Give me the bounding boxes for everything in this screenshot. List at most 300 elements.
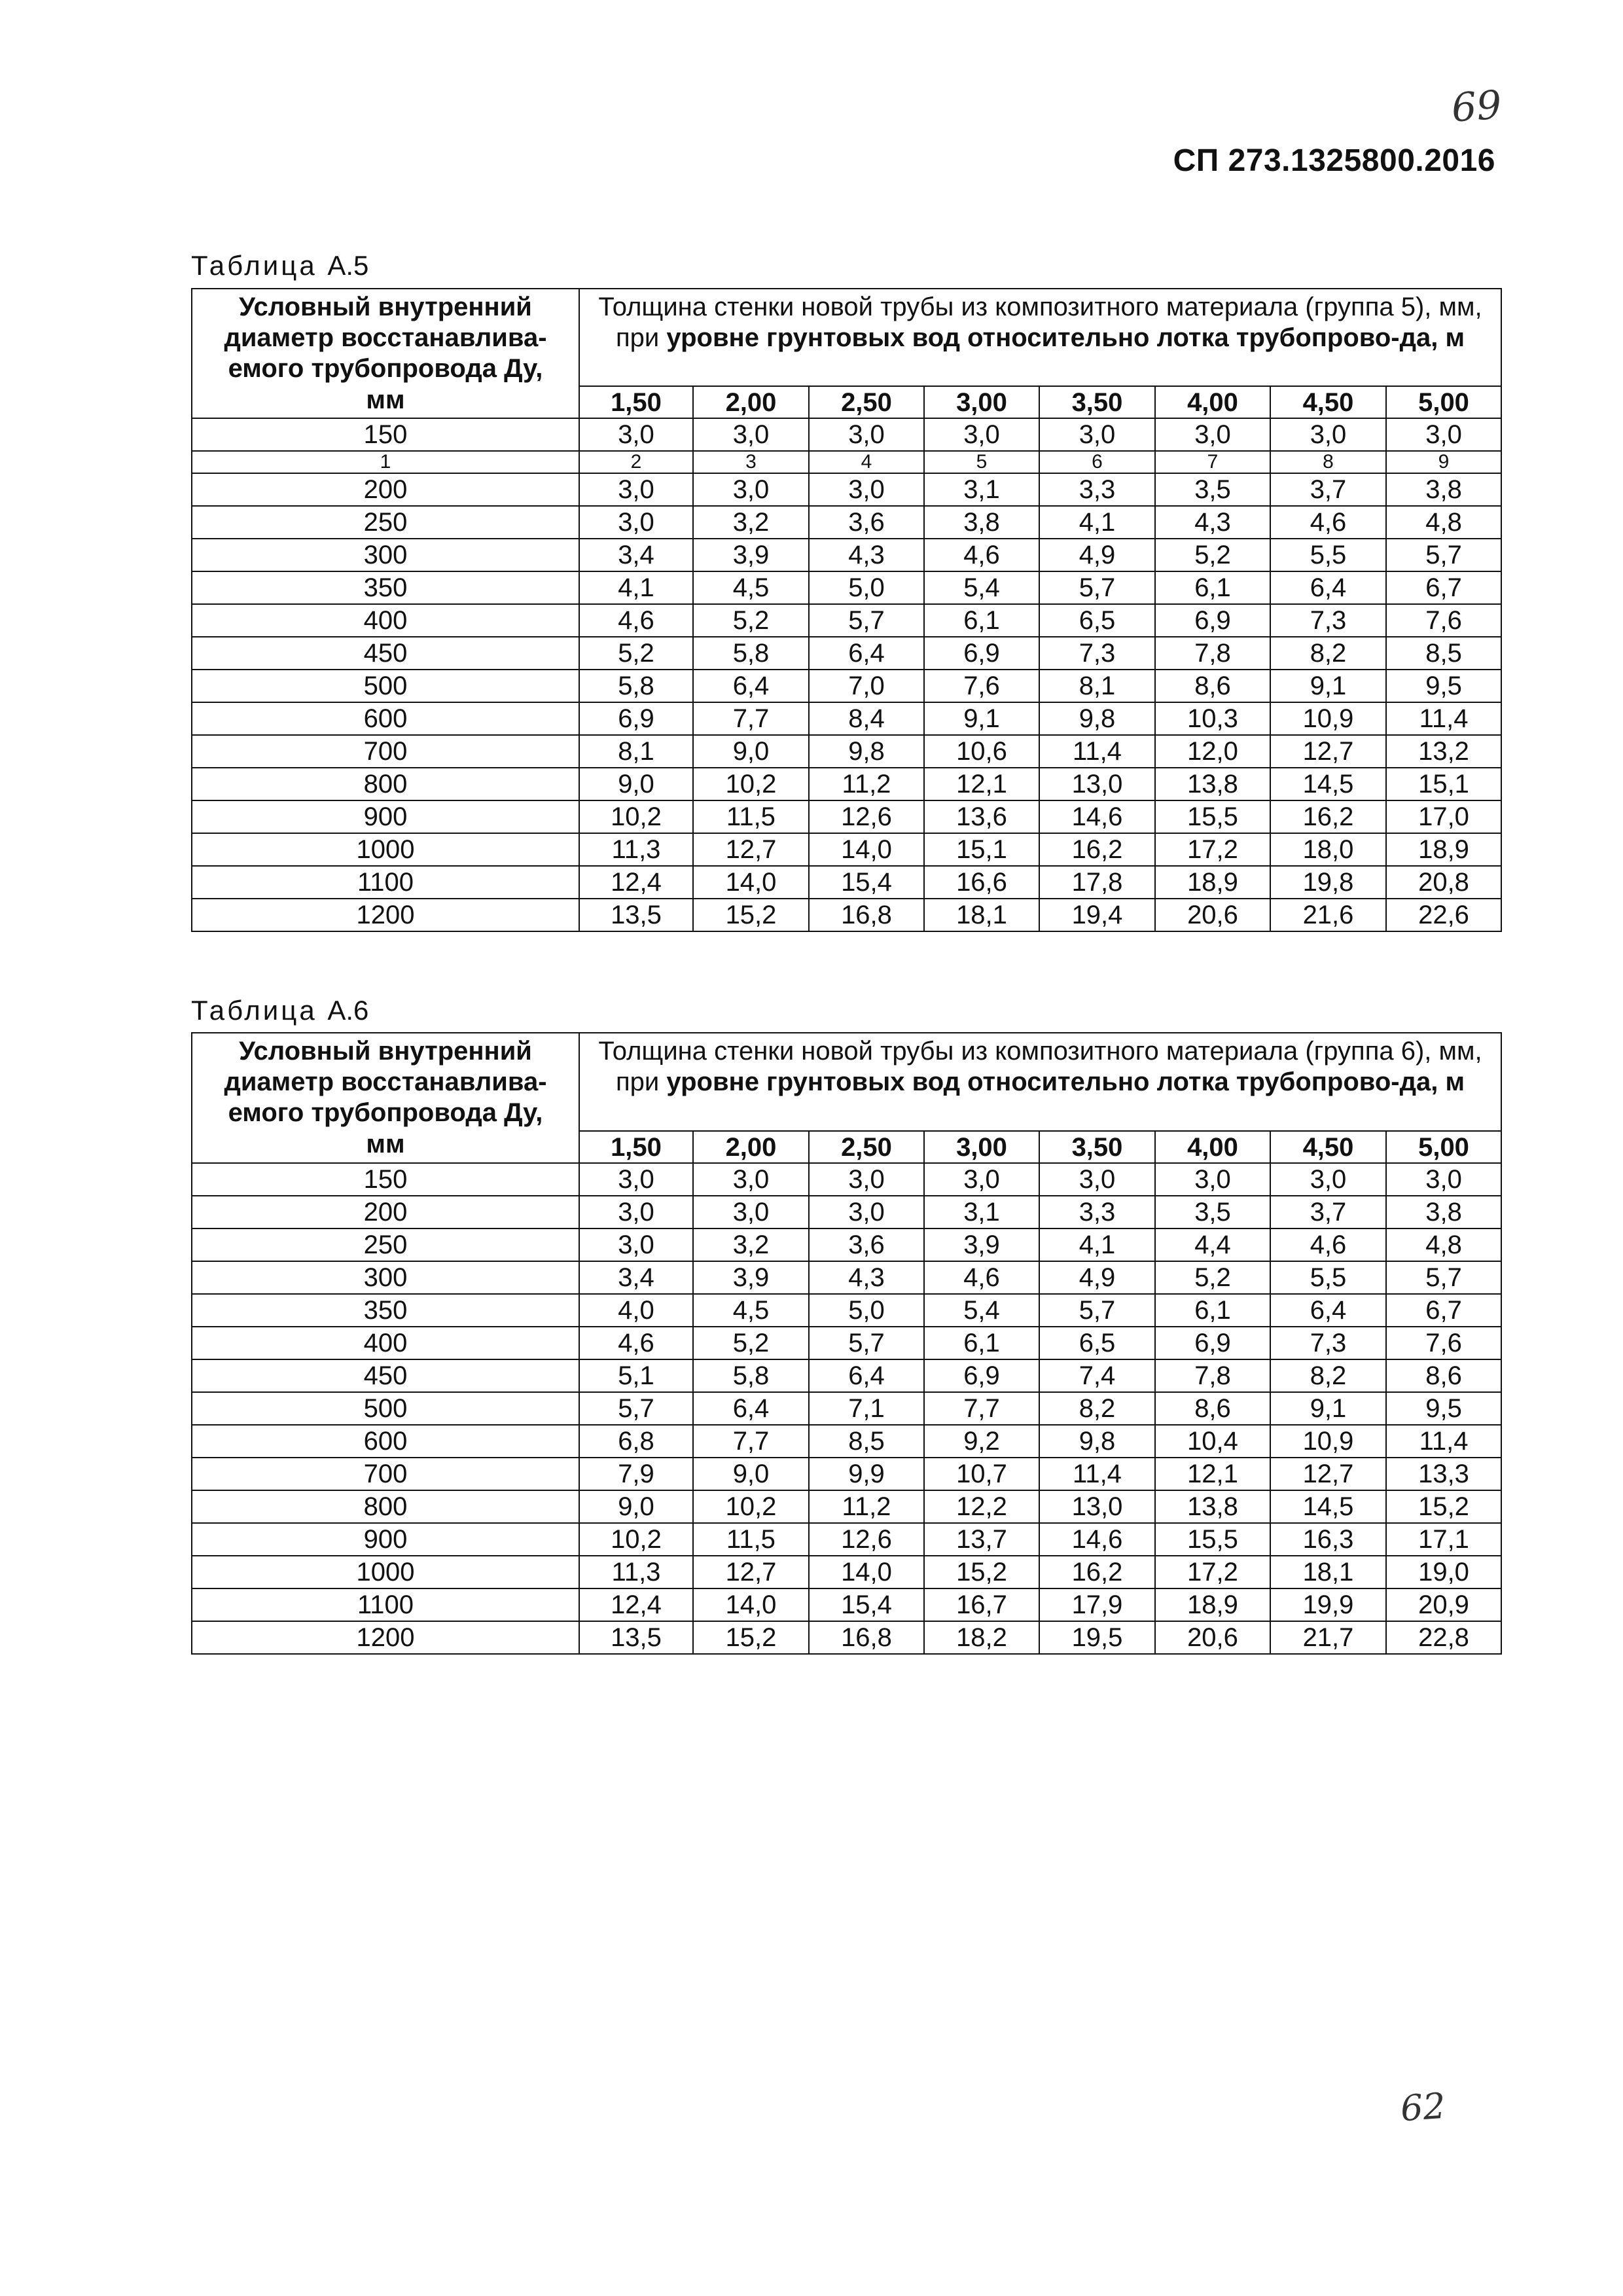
thickness-cell: 9,0 [693,1458,809,1490]
thickness-cell: 10,3 [1155,702,1270,735]
thickness-cell: 3,0 [579,1196,693,1229]
caption-number: А.6 [327,995,369,1026]
thickness-cell: 17,2 [1155,1556,1270,1588]
table-row [192,866,1501,899]
thickness-cell: 5,5 [1270,1261,1386,1294]
thickness-cell: 17,2 [1155,833,1270,866]
table-row [192,1523,1501,1556]
thickness-cell: 3,6 [809,506,924,539]
table-row [192,637,1501,670]
thickness-cell: 3,0 [693,473,809,506]
thickness-cell: 5,7 [809,1327,924,1359]
table-row [192,800,1501,833]
thickness-cell: 4,6 [1270,506,1386,539]
groundwater-level-header: 4,00 [1155,386,1270,418]
thickness-cell: 5,4 [924,1294,1039,1327]
document-code: СП 273.1325800.2016 [1173,143,1495,178]
groundwater-level-header: 3,00 [924,1131,1039,1163]
thickness-cell: 12,4 [579,1588,693,1621]
thickness-cell: 3,2 [693,506,809,539]
thickness-cell: 10,9 [1270,702,1386,735]
thickness-cell: 15,2 [693,899,809,931]
thickness-cell: 6,7 [1386,571,1501,604]
thickness-cell: 14,0 [809,833,924,866]
diameter-cell: 600 [192,702,579,735]
thickness-cell: 13,8 [1155,768,1270,800]
thickness-cell: 5,7 [1039,1294,1155,1327]
thickness-cell: 16,6 [924,866,1039,899]
thickness-cell: 3,5 [1155,1196,1270,1229]
thickness-cell: 6,5 [1039,604,1155,637]
thickness-cell: 7,7 [693,702,809,735]
diameter-cell: 800 [192,1490,579,1523]
thickness-cell: 4,5 [693,1294,809,1327]
thickness-cell: 15,1 [1386,768,1501,800]
thickness-cell: 10,2 [693,1490,809,1523]
thickness-cell: 5,8 [693,637,809,670]
thickness-cell: 19,8 [1270,866,1386,899]
groundwater-level-header: 3,00 [924,386,1039,418]
diameter-cell: 1 [192,451,579,473]
thickness-cell: 5,2 [693,604,809,637]
thickness-cell: 7,1 [809,1392,924,1425]
thickness-cell: 14,5 [1270,768,1386,800]
table-row [192,1490,1501,1523]
table-row [192,1425,1501,1458]
thickness-cell: 9,0 [693,735,809,768]
thickness-cell: 6,9 [1155,604,1270,637]
thickness-cell: 5,2 [1155,539,1270,571]
thickness-cell: 3,0 [693,418,809,451]
thickness-cell: 4,0 [579,1294,693,1327]
table-row [192,1229,1501,1261]
thickness-cell: 11,4 [1039,735,1155,768]
thickness-cell: 14,0 [693,1588,809,1621]
thickness-cell: 22,6 [1386,899,1501,931]
thickness-cell: 7,6 [1386,604,1501,637]
row-header-diameter [192,289,579,418]
thickness-cell: 5,7 [1386,1261,1501,1294]
thickness-cell: 13,3 [1386,1458,1501,1490]
thickness-cell: 3,0 [1039,418,1155,451]
table-caption-a5 [191,250,368,281]
thickness-cell: 9,8 [1039,702,1155,735]
thickness-cell: 14,0 [693,866,809,899]
thickness-cell: 12,2 [924,1490,1039,1523]
thickness-cell: 2 [579,451,693,473]
thickness-cell: 3,8 [924,506,1039,539]
thickness-cell: 7,9 [579,1458,693,1490]
thickness-cell: 12,1 [1155,1458,1270,1490]
thickness-cell: 3,4 [579,539,693,571]
table-row [192,1621,1501,1654]
thickness-cell: 16,2 [1270,800,1386,833]
thickness-cell: 11,2 [809,768,924,800]
column-header-text: Толщина стенки новой трубы из композитного материала (группа 6), мм, при [598,1037,1482,1096]
thickness-cell: 3,0 [1270,418,1386,451]
groundwater-level-header: 4,50 [1270,1131,1386,1163]
thickness-cell: 8 [1270,451,1386,473]
thickness-cell: 7,8 [1155,637,1270,670]
thickness-cell: 3,8 [1386,1196,1501,1229]
thickness-cell: 7,6 [924,670,1039,702]
thickness-cell: 15,4 [809,866,924,899]
handwritten-page-number-top: 69 [1450,82,1503,132]
thickness-cell: 12,7 [1270,735,1386,768]
thickness-cell: 13,5 [579,1621,693,1654]
thickness-cell: 12,1 [924,768,1039,800]
thickness-cell: 8,1 [579,735,693,768]
table-row [192,1294,1501,1327]
thickness-cell: 18,1 [1270,1556,1386,1588]
thickness-cell: 3,0 [1155,1163,1270,1196]
thickness-cell: 6,4 [809,637,924,670]
thickness-cell: 5,7 [1386,539,1501,571]
thickness-cell: 21,6 [1270,899,1386,931]
thickness-cell: 3,0 [579,1163,693,1196]
table-row [192,418,1501,451]
thickness-cell: 4,1 [1039,506,1155,539]
groundwater-level-header: 3,50 [1039,386,1155,418]
thickness-cell: 8,2 [1039,1392,1155,1425]
thickness-cell: 6,1 [924,604,1039,637]
thickness-cell: 10,7 [924,1458,1039,1490]
thickness-cell: 3,2 [693,1229,809,1261]
thickness-cell: 3 [693,451,809,473]
thickness-cell: 3,0 [579,506,693,539]
thickness-cell: 6,8 [579,1425,693,1458]
thickness-cell: 5,7 [579,1392,693,1425]
thickness-cell: 14,6 [1039,800,1155,833]
diameter-cell: 1200 [192,899,579,931]
diameter-cell: 350 [192,571,579,604]
thickness-cell: 12,7 [693,833,809,866]
diameter-cell: 300 [192,539,579,571]
groundwater-level-header: 1,50 [579,1131,693,1163]
thickness-cell: 3,4 [579,1261,693,1294]
groundwater-level-header: 4,00 [1155,1131,1270,1163]
thickness-cell: 19,9 [1270,1588,1386,1621]
thickness-cell: 5,2 [693,1327,809,1359]
thickness-cell: 3,0 [924,1163,1039,1196]
thickness-cell: 18,9 [1386,833,1501,866]
groundwater-level-header: 5,00 [1386,1131,1501,1163]
thickness-cell: 16,2 [1039,1556,1155,1588]
thickness-cell: 8,2 [1270,637,1386,670]
thickness-cell: 5,7 [809,604,924,637]
thickness-cell: 4,3 [1155,506,1270,539]
thickness-cell: 19,0 [1386,1556,1501,1588]
thickness-cell: 3,0 [579,418,693,451]
thickness-cell: 6 [1039,451,1155,473]
thickness-cell: 8,5 [1386,637,1501,670]
thickness-cell: 11,2 [809,1490,924,1523]
diameter-cell: 700 [192,735,579,768]
thickness-cell: 17,8 [1039,866,1155,899]
thickness-cell: 8,6 [1155,1392,1270,1425]
thickness-cell: 3,9 [693,539,809,571]
thickness-cell: 3,1 [924,1196,1039,1229]
thickness-cell: 3,9 [924,1229,1039,1261]
thickness-cell: 6,1 [924,1327,1039,1359]
diameter-cell: 200 [192,473,579,506]
diameter-cell: 1100 [192,1588,579,1621]
thickness-cell: 7,3 [1039,637,1155,670]
column-header-bold-text: уровне грунтовых вод относительно лотка трубопрово-да, м [666,323,1465,352]
thickness-cell: 3,0 [1270,1163,1386,1196]
thickness-cell: 16,7 [924,1588,1039,1621]
handwritten-page-number-bottom: 62 [1399,2085,1447,2130]
thickness-cell: 5,8 [693,1359,809,1392]
thickness-cell: 11,3 [579,1556,693,1588]
thickness-cell: 9,0 [579,1490,693,1523]
table-row [192,670,1501,702]
thickness-cell: 4,9 [1039,1261,1155,1294]
thickness-cell: 15,5 [1155,1523,1270,1556]
caption-number: А.5 [327,250,369,281]
thickness-cell: 11,3 [579,833,693,866]
thickness-cell: 4,6 [924,539,1039,571]
thickness-cell: 17,0 [1386,800,1501,833]
thickness-cell: 18,0 [1270,833,1386,866]
thickness-cell: 16,8 [809,899,924,931]
thickness-cell: 7,7 [693,1425,809,1458]
thickness-cell: 6,4 [693,1392,809,1425]
thickness-cell: 19,4 [1039,899,1155,931]
diameter-cell: 700 [192,1458,579,1490]
thickness-cell: 12,4 [579,866,693,899]
thickness-cell: 10,6 [924,735,1039,768]
thickness-cell: 18,9 [1155,1588,1270,1621]
thickness-cell: 8,4 [809,702,924,735]
column-header-wall-thickness [579,289,1501,386]
column-header-text: Толщина стенки новой трубы из композитного материала (группа 5), мм, при [598,293,1482,352]
diameter-cell: 150 [192,418,579,451]
thickness-cell: 8,2 [1270,1359,1386,1392]
thickness-cell: 3,8 [1386,473,1501,506]
row-header-unit: мм [366,1129,405,1158]
thickness-cell: 3,0 [924,418,1039,451]
thickness-cell: 5,1 [579,1359,693,1392]
thickness-cell: 8,6 [1386,1359,1501,1392]
thickness-cell: 18,1 [924,899,1039,931]
diameter-cell: 150 [192,1163,579,1196]
thickness-cell: 9,2 [924,1425,1039,1458]
diameter-cell: 350 [192,1294,579,1327]
thickness-cell: 3,0 [579,473,693,506]
thickness-cell: 4,6 [924,1261,1039,1294]
table-row [192,1163,1501,1196]
thickness-cell: 6,9 [924,1359,1039,1392]
thickness-cell: 4,9 [1039,539,1155,571]
diameter-cell: 400 [192,1327,579,1359]
diameter-cell: 1100 [192,866,579,899]
thickness-cell: 17,1 [1386,1523,1501,1556]
table-row [192,1327,1501,1359]
thickness-cell: 5,2 [579,637,693,670]
table-row [192,1556,1501,1588]
diameter-cell: 900 [192,1523,579,1556]
thickness-cell: 12,7 [693,1556,809,1588]
table-a5 [191,288,1502,932]
column-header-wall-thickness [579,1033,1501,1131]
thickness-cell: 17,9 [1039,1588,1155,1621]
thickness-cell: 5,0 [809,1294,924,1327]
thickness-cell: 3,0 [809,418,924,451]
thickness-cell: 7,7 [924,1392,1039,1425]
table-row [192,1196,1501,1229]
table-row [192,1261,1501,1294]
thickness-cell: 3,0 [1039,1163,1155,1196]
thickness-cell: 3,0 [579,1229,693,1261]
thickness-cell: 18,2 [924,1621,1039,1654]
thickness-cell: 9,1 [1270,670,1386,702]
thickness-cell: 4,3 [809,1261,924,1294]
thickness-cell: 10,2 [579,800,693,833]
thickness-cell: 6,1 [1155,571,1270,604]
diameter-cell: 400 [192,604,579,637]
diameter-cell: 200 [192,1196,579,1229]
diameter-cell: 500 [192,670,579,702]
column-header-bold-text: уровне грунтовых вод относительно лотка трубопрово-да, м [666,1067,1465,1096]
thickness-cell: 6,4 [809,1359,924,1392]
table-row [192,1359,1501,1392]
thickness-cell: 3,9 [693,1261,809,1294]
thickness-cell: 4,8 [1386,1229,1501,1261]
thickness-cell: 13,6 [924,800,1039,833]
table-row [192,506,1501,539]
thickness-cell: 3,7 [1270,473,1386,506]
thickness-cell: 10,2 [579,1523,693,1556]
thickness-cell: 15,5 [1155,800,1270,833]
thickness-cell: 4,6 [579,1327,693,1359]
thickness-cell: 6,7 [1386,1294,1501,1327]
table-row [192,768,1501,800]
thickness-cell: 4,6 [1270,1229,1386,1261]
thickness-cell: 16,8 [809,1621,924,1654]
thickness-cell: 4,5 [693,571,809,604]
table-row [192,473,1501,506]
thickness-cell: 9,9 [809,1458,924,1490]
row-header-unit: мм [366,385,405,414]
thickness-cell: 7,4 [1039,1359,1155,1392]
thickness-cell: 14,0 [809,1556,924,1588]
thickness-cell: 11,5 [693,1523,809,1556]
thickness-cell: 4,1 [579,571,693,604]
thickness-cell: 13,5 [579,899,693,931]
groundwater-level-header: 4,50 [1270,386,1386,418]
thickness-cell: 14,5 [1270,1490,1386,1523]
thickness-cell: 4,1 [1039,1229,1155,1261]
thickness-cell: 3,0 [809,1196,924,1229]
thickness-cell: 11,4 [1386,702,1501,735]
groundwater-level-header: 2,00 [693,386,809,418]
thickness-cell: 21,7 [1270,1621,1386,1654]
thickness-cell: 8,6 [1155,670,1270,702]
groundwater-level-header: 3,50 [1039,1131,1155,1163]
diameter-cell: 500 [192,1392,579,1425]
thickness-cell: 6,9 [924,637,1039,670]
table-a6 [191,1032,1502,1655]
thickness-cell: 6,1 [1155,1294,1270,1327]
diameter-cell: 450 [192,637,579,670]
table-row [192,702,1501,735]
thickness-cell: 4,6 [579,604,693,637]
table-row [192,735,1501,768]
diameter-cell: 1200 [192,1621,579,1654]
diameter-cell: 900 [192,800,579,833]
thickness-cell: 3,7 [1270,1196,1386,1229]
thickness-cell: 9,1 [924,702,1039,735]
table-row [192,539,1501,571]
thickness-cell: 22,8 [1386,1621,1501,1654]
diameter-cell: 600 [192,1425,579,1458]
thickness-cell: 9,0 [579,768,693,800]
thickness-cell: 4,3 [809,539,924,571]
diameter-cell: 1000 [192,1556,579,1588]
row-header-text: Условный внутренний диаметр восстанавлива-емого трубопровода Ду, [224,293,547,384]
thickness-cell: 6,5 [1039,1327,1155,1359]
thickness-cell: 4 [809,451,924,473]
row-header-diameter [192,1033,579,1163]
table-row [192,1588,1501,1621]
table-row [192,899,1501,931]
thickness-cell: 9,5 [1386,670,1501,702]
thickness-cell: 14,6 [1039,1523,1155,1556]
thickness-cell: 13,0 [1039,1490,1155,1523]
thickness-cell: 19,5 [1039,1621,1155,1654]
thickness-cell: 9,8 [1039,1425,1155,1458]
thickness-cell: 12,7 [1270,1458,1386,1490]
table-row [192,1458,1501,1490]
diameter-cell: 250 [192,1229,579,1261]
caption-word: Таблица [191,250,317,281]
groundwater-level-header: 2,50 [809,386,924,418]
thickness-cell: 5,0 [809,571,924,604]
thickness-cell: 15,4 [809,1588,924,1621]
thickness-cell: 12,6 [809,800,924,833]
table-row [192,571,1501,604]
thickness-cell: 15,1 [924,833,1039,866]
thickness-cell: 3,0 [1386,1163,1501,1196]
groundwater-level-header: 2,50 [809,1131,924,1163]
thickness-cell: 6,4 [1270,1294,1386,1327]
thickness-cell: 6,4 [693,670,809,702]
caption-word: Таблица [191,995,317,1026]
thickness-cell: 16,3 [1270,1523,1386,1556]
thickness-cell: 3,0 [693,1163,809,1196]
thickness-cell: 7,3 [1270,604,1386,637]
thickness-cell: 20,6 [1155,899,1270,931]
thickness-cell: 3,0 [809,473,924,506]
thickness-cell: 10,4 [1155,1425,1270,1458]
thickness-cell: 11,4 [1386,1425,1501,1458]
thickness-cell: 3,3 [1039,473,1155,506]
thickness-cell: 5,8 [579,670,693,702]
thickness-cell: 11,5 [693,800,809,833]
thickness-cell: 3,5 [1155,473,1270,506]
thickness-cell: 12,6 [809,1523,924,1556]
thickness-cell: 5 [924,451,1039,473]
thickness-cell: 5,7 [1039,571,1155,604]
thickness-cell: 11,4 [1039,1458,1155,1490]
thickness-cell: 15,2 [924,1556,1039,1588]
diameter-cell: 250 [192,506,579,539]
thickness-cell: 3,6 [809,1229,924,1261]
thickness-cell: 3,1 [924,473,1039,506]
thickness-cell: 9,1 [1270,1392,1386,1425]
groundwater-level-header: 1,50 [579,386,693,418]
